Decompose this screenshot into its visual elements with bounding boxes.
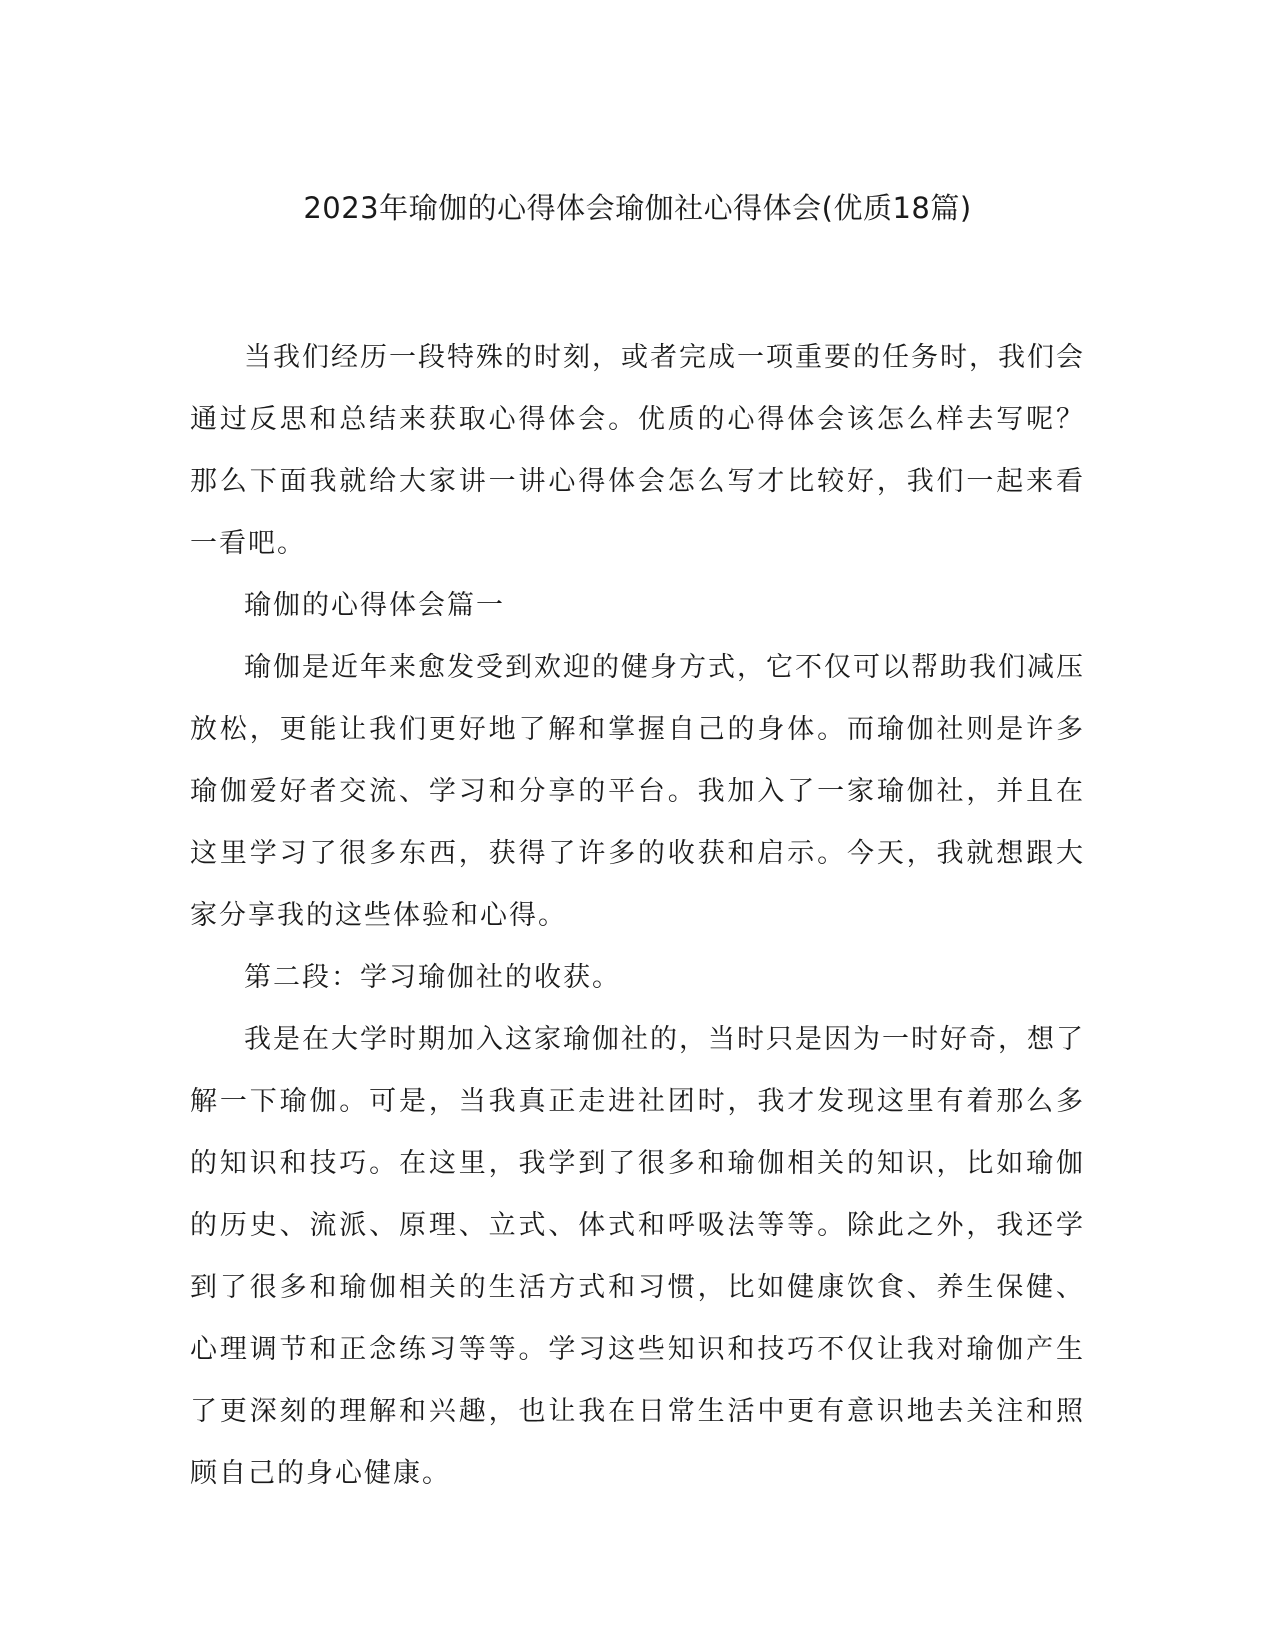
document-title: 2023年瑜伽的心得体会瑜伽社心得体会(优质18篇)	[303, 191, 972, 225]
body-paragraph: 瑜伽是近年来愈发受到欢迎的健身方式，它不仅可以帮助我们减压放松，更能让我们更好地了解和掌握自己的身体。而瑜伽社则是许多瑜伽爱好者交流、学习和分享的平台。我加入了一家瑜伽社，并且在这里学习了很多东西，获得了许多的收获和启示。今天，我就想跟大家分享我的这些体验和心得。	[190, 652, 1085, 931]
section-heading: 第二段：学习瑜伽社的收获。	[244, 962, 621, 993]
section-heading: 瑜伽的心得体会篇一	[244, 590, 505, 621]
body-paragraph: 我是在大学时期加入这家瑜伽社的，当时只是因为一时好奇，想了解一下瑜伽。可是，当我真正走进社团时，我才发现这里有着那么多的知识和技巧。在这里，我学到了很多和瑜伽相关的知识，比如瑜伽的历史、流派、原理、立式、体式和呼吸法等等。除此之外，我还学到了很多和瑜伽相关的生活方式和习惯，比如健康饮食、养生保健、心理调节和正念练习等等。学习这些知识和技巧不仅让我对瑜伽产生了更深刻的理解和兴趣，也让我在日常生活中更有意识地去关注和照顾自己的身心健康。	[190, 1024, 1085, 1489]
intro-paragraph: 当我们经历一段特殊的时刻，或者完成一项重要的任务时，我们会通过反思和总结来获取心得体会。优质的心得体会该怎么样去写呢？那么下面我就给大家讲一讲心得体会怎么写才比较好，我们一起来看一看吧。	[190, 342, 1085, 559]
document-body	[190, 327, 1085, 1505]
